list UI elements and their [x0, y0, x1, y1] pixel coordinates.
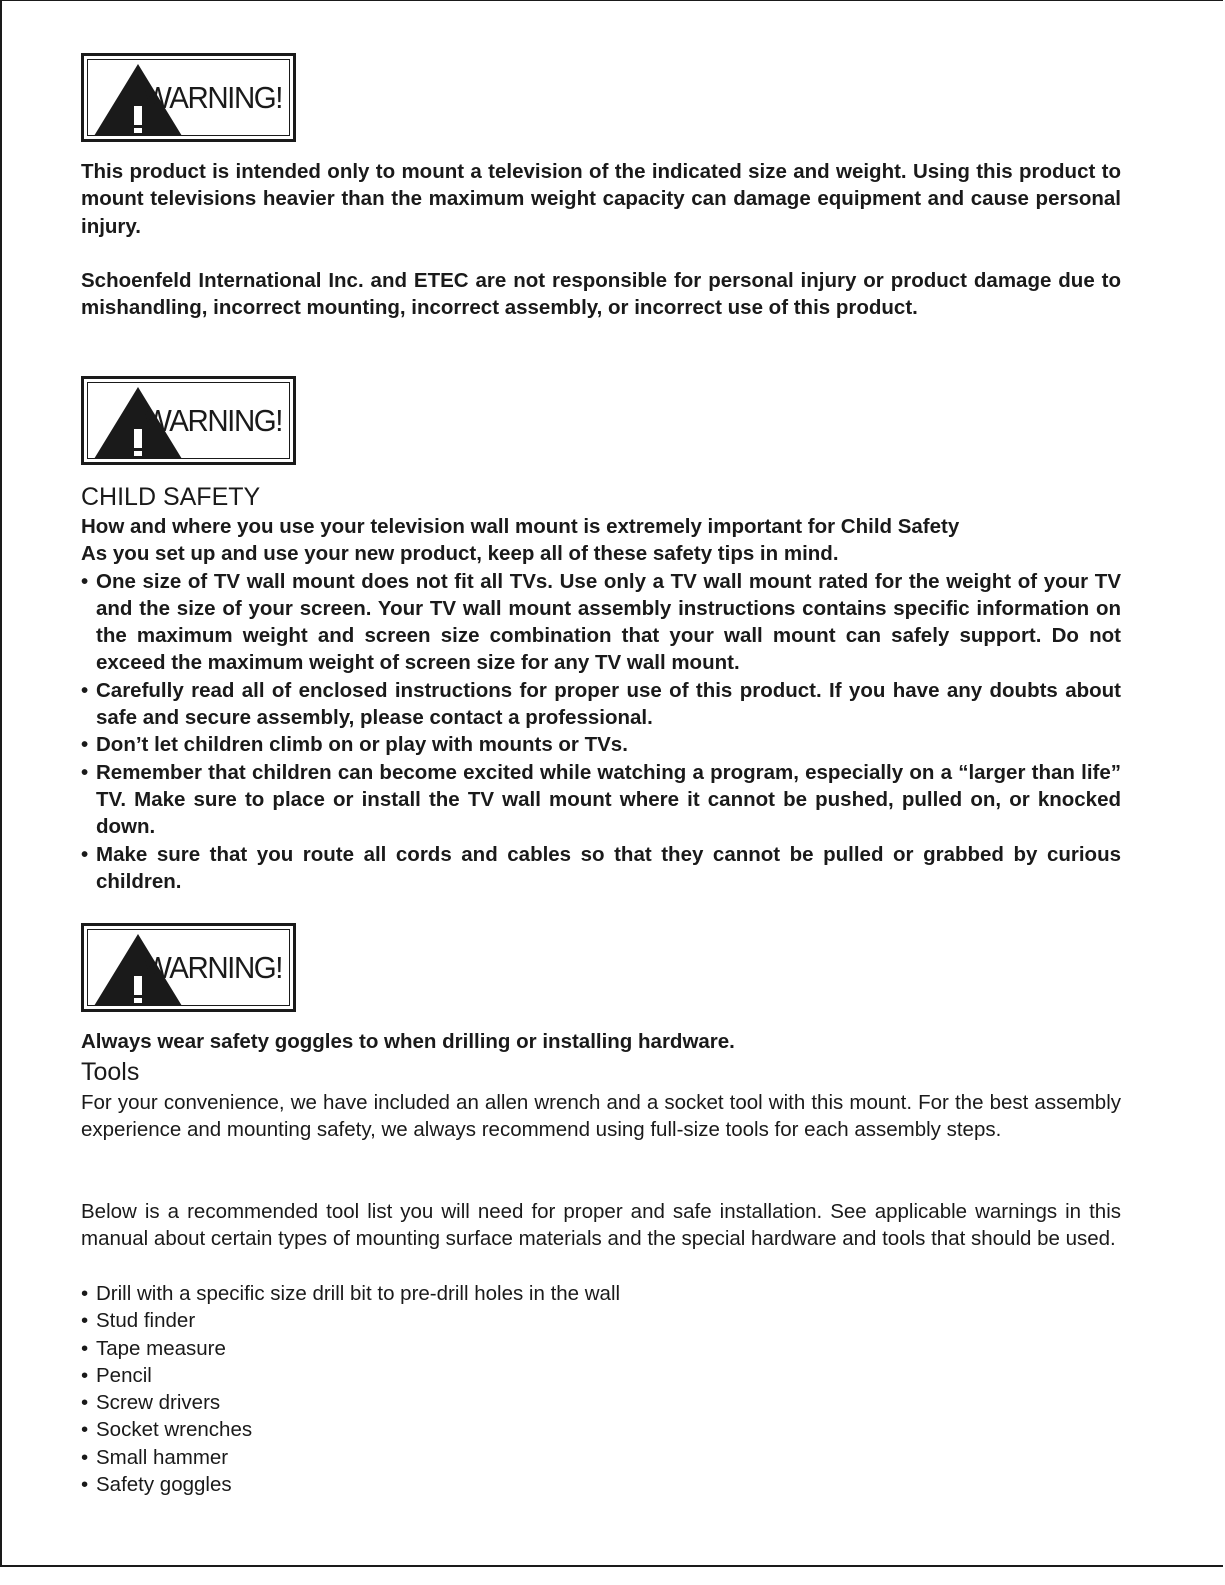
- goggles-warning: Always wear safety goggles to when drilling or installing hardware.: [81, 1030, 735, 1053]
- list-item: • Don’t let children climb on or play with mounts or TVs.: [81, 731, 1121, 758]
- list-item: • Carefully read all of enclosed instructions for proper use of this product. If you have any doubts about safe and secure assembly, please contact a professional.: [81, 677, 1121, 732]
- list-item: • Tape measure: [81, 1335, 1121, 1362]
- child-safety-section: [81, 513, 1121, 895]
- child-safety-line-1: How and where you use your television wall mount is extremely important for Child Safety: [81, 515, 960, 538]
- tools-paragraph-2: Below is a recommended tool list you will need for proper and safe installation. See applicable warnings in this manual about certain types of mounting surface materials and the special hardware and tools that should be used.: [81, 1200, 1121, 1251]
- warning-badge: [81, 923, 296, 1012]
- list-item: • Stud finder: [81, 1307, 1121, 1334]
- tools-heading: Tools: [81, 1058, 140, 1086]
- child-safety-list: [81, 568, 1121, 896]
- list-item: • Screw drivers: [81, 1389, 1121, 1416]
- list-item: • One size of TV wall mount does not fit all TVs. Use only a TV wall mount rated for the weight of your TV and the size of your screen. Your TV wall mount assembly instructions contains specific information on the maximum weight and screen size combination that your wall mount can safely support. Do not exceed the maximum weight of screen size for any TV wall mount.: [81, 568, 1121, 677]
- tools-paragraph-1: For your convenience, we have included an allen wrench and a socket tool with this mount. For the best assembly experience and mounting safety, we always recommend using full-size tools for each assembly steps.: [81, 1091, 1121, 1142]
- intro-paragraph-1: This product is intended only to mount a television of the indicated size and weight. Using this product to mount televisions heavier than the maximum weight capacity can damage equipment and cause personal injury.: [81, 160, 1121, 238]
- list-item: • Pencil: [81, 1362, 1121, 1389]
- child-safety-line-2: As you set up and use your new product, keep all of these safety tips in mind.: [81, 542, 839, 566]
- list-item: • Socket wrenches: [81, 1416, 1121, 1443]
- child-safety-heading: CHILD SAFETY: [81, 483, 261, 511]
- warning-badge: [81, 376, 296, 465]
- warning-badge: [81, 53, 296, 142]
- list-item: • Make sure that you route all cords and cables so that they cannot be pulled or grabbed by curious children.: [81, 841, 1121, 896]
- list-item: • Remember that children can become excited while watching a program, especially on a “larger than life” TV. Make sure to place or install the TV wall mount where it cannot be pushed, pulled on, or knocked down.: [81, 759, 1121, 841]
- warning-label: WARNING!: [144, 80, 283, 115]
- list-item: • Drill with a specific size drill bit to pre-drill holes in the wall: [81, 1280, 1121, 1307]
- list-item: • Safety goggles: [81, 1471, 1121, 1498]
- warning-label: WARNING!: [144, 950, 283, 985]
- list-item: • Small hammer: [81, 1444, 1121, 1471]
- intro-paragraph-2: Schoenfeld International Inc. and ETEC are not responsible for personal injury or product damage due to mishandling, incorrect mounting, incorrect assembly, or incorrect use of this product.: [81, 269, 1121, 320]
- warning-label: WARNING!: [144, 403, 283, 438]
- tools-list: [81, 1280, 1121, 1498]
